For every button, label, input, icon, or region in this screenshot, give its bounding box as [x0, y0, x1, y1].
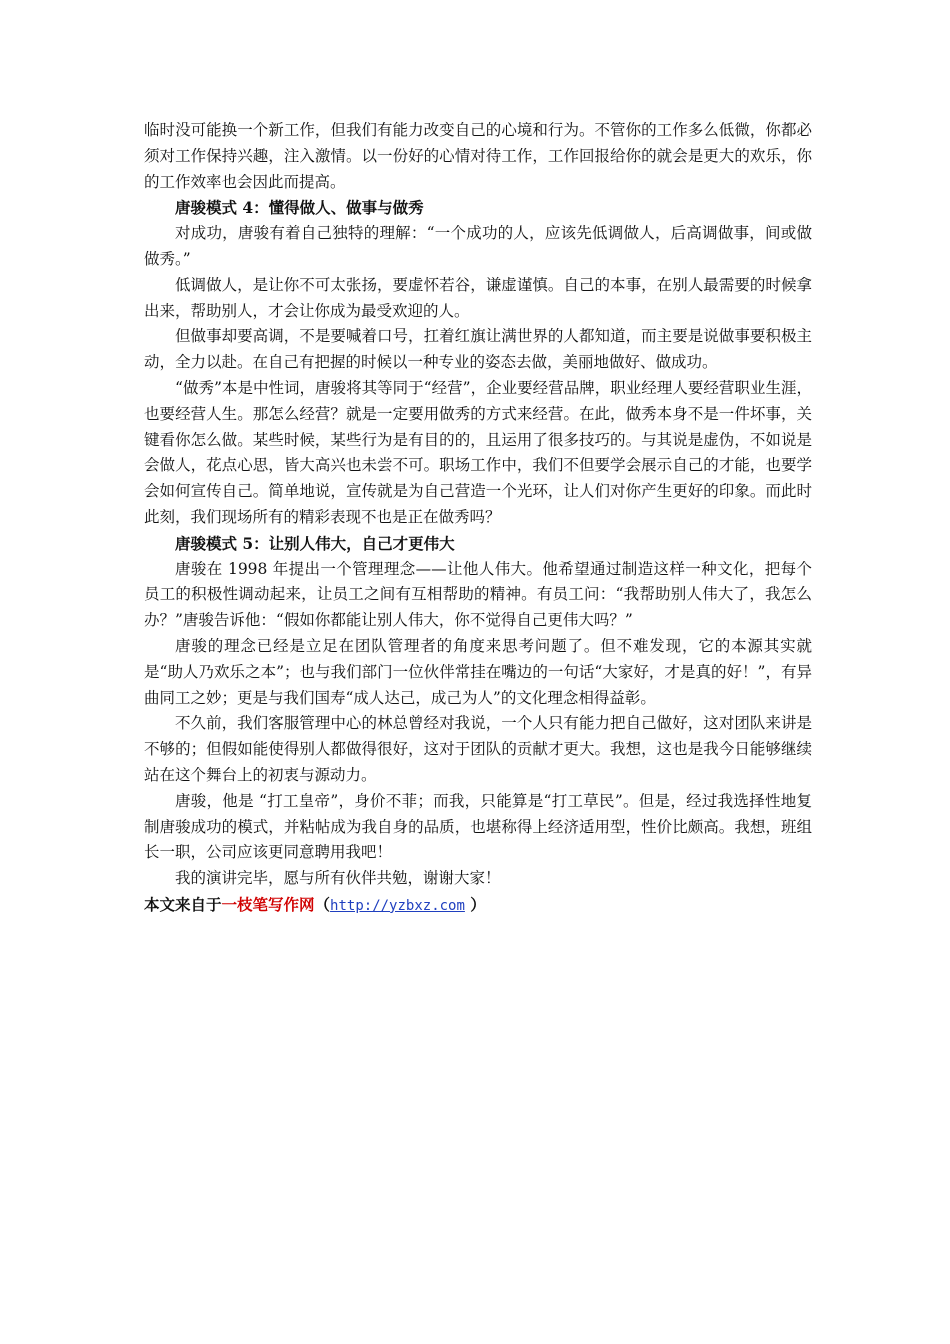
paragraph-4-3: 但做事却要高调，不是要喊着口号，扛着红旗让满世界的人都知道，而主要是说做事要积极主动，全力以赴。在自己有把握的时候以一种专业的姿态去做，美丽地做好、做成功。	[144, 327, 812, 372]
section-heading-mode-4: 唐骏模式 4：懂得做人、做事与做秀	[175, 198, 424, 218]
paragraph-5-3: 不久前，我们客服管理中心的林总曾经对我说，一个人只有能力把自己做好，这对团队来讲是不够的；但假如能使得别人都做得很好，这对于团队的贡献才更大。我想，这也是我今日能够继续站在这个舞台上的初衷与源动力。	[144, 714, 812, 784]
paragraph-4-2: 低调做人，是让你不可太张扬，要虚怀若谷，谦虚谨慎。自己的本事，在别人最需要的时候拿出来，帮助别人，才会让你成为最受欢迎的人。	[144, 275, 812, 320]
paragraph-5-1: 唐骏在 1998 年提出一个管理理念——让他人伟大。他希望通过制造这样一种文化，把每个员工的积极性调动起来，让员工之间有互相帮助的精神。有员工问：“我帮助别人伟大了，我怎么办？”唐骏告诉他：“假如你都能让别人伟大，你不觉得自己更伟大吗？”	[144, 559, 812, 630]
document-body	[144, 118, 812, 920]
footer-url-link[interactable]: http://yzbxz.com	[330, 897, 465, 914]
footer-paren-close: ）	[464, 894, 486, 914]
footer-site-link[interactable]: 一枝笔写作网	[221, 894, 315, 914]
source-footer	[144, 892, 812, 920]
section-heading-mode-5: 唐骏模式 5：让别人伟大，自己才更伟大	[175, 533, 455, 553]
paragraph-intro: 临时没可能换一个新工作，但我们有能力改变自己的心境和行为。不管你的工作多么低微，你都必须对工作保持兴趣，注入激情。以一份好的心情对待工作，工作回报给你的就会是更大的欢乐，你的工作效率也会因此而提高。	[144, 121, 812, 191]
footer-prefix: 本文来自于	[144, 894, 222, 914]
paragraph-4-4: “做秀”本是中性词，唐骏将其等同于“经营”，企业要经营品牌，职业经理人要经营职业生涯，也要经营人生。那怎么经营？就是一定要用做秀的方式来经营。在此，做秀本身不是一件坏事，关键看你怎么做。某些时候，某些行为是有目的的，且运用了很多技巧的。与其说是虚伪，不如说是会做人，花点心思，皆大高兴也未尝不可。职场工作中，我们不但要学会展示自己的才能，也要学会如何宣传自己。简单地说，宣传就是为自己营造一个光环，让人们对你产生更好的印象。而此时此刻，我们现场所有的精彩表现不也是正在做秀吗？	[144, 378, 812, 526]
paragraph-5-2: 唐骏的理念已经是立足在团队管理者的角度来思考问题了。但不难发现，它的本源其实就是“助人乃欢乐之本”；也与我们部门一位伙伴常挂在嘴边的一句话“大家好，才是真的好！”，有异曲同工之妙；更是与我们国寿“成人达己，成己为人”的文化理念相得益彰。	[144, 636, 812, 707]
paragraph-4-1: 对成功，唐骏有着自己独特的理解：“一个成功的人，应该先低调做人，后高调做事，间或做做秀。”	[144, 224, 812, 268]
paragraph-closing: 我的演讲完毕，愿与所有伙伴共勉，谢谢大家！	[175, 869, 501, 888]
paragraph-5-4: 唐骏，他是 “打工皇帝”，身价不菲；而我，只能算是“打工草民”。但是，经过我选择性地复制唐骏成功的模式，并粘帖成为我自身的品质，也堪称得上经济适用型，性价比颇高。我想，班组长一职，公司应该更同意聘用我吧！	[144, 791, 812, 862]
footer-paren-open: （	[314, 894, 331, 914]
